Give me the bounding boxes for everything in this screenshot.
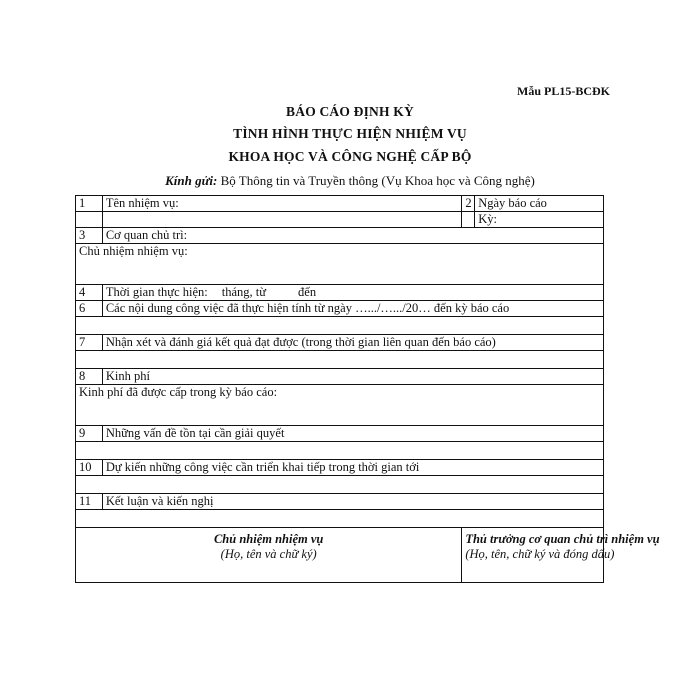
duration-label: Thời gian thực hiện: (105, 285, 208, 299)
duration-field[interactable] (102, 285, 603, 301)
conclusion-content[interactable] (76, 510, 604, 528)
report-period-field[interactable]: Kỳ: (475, 212, 604, 228)
report-date-field[interactable]: Ngày báo cáo (475, 196, 604, 212)
row-number: 9 (76, 426, 103, 442)
head-signature-block[interactable] (462, 528, 660, 583)
empty-cell (462, 212, 475, 228)
task-name-field[interactable]: Tên nhiệm vụ: (102, 196, 462, 212)
issues-heading: Những vấn đề tồn tại cần giải quyết (102, 426, 603, 442)
report-title: BÁO CÁO ĐỊNH KỲ (286, 104, 414, 119)
funding-heading: Kinh phí (102, 369, 603, 385)
leader-signature-block[interactable] (76, 528, 462, 583)
host-agency-field[interactable]: Cơ quan chủ trì: (102, 228, 603, 244)
report-form-table (75, 195, 660, 583)
funding-granted-field[interactable]: Kinh phí đã được cấp trong kỳ báo cáo: (76, 385, 604, 426)
row-number: 1 (76, 196, 103, 212)
row-number: 8 (76, 369, 103, 385)
task-name-value[interactable] (102, 212, 462, 228)
duration-to: đến (298, 285, 317, 299)
conclusion-heading: Kết luận và kiến nghị (102, 494, 603, 510)
head-signature-note: (Họ, tên, chữ ký và đóng dấu) (465, 547, 615, 561)
row-number: 3 (76, 228, 103, 244)
row-number: 10 (76, 460, 103, 476)
evaluation-content[interactable] (76, 351, 604, 369)
recipient-value: Bộ Thông tin và Truyền thông (Vụ Khoa học và Công nghệ) (220, 173, 535, 188)
planned-work-heading: Dự kiến những công việc cần triển khai tiếp trong thời gian tới (102, 460, 603, 476)
row-number: 2 (462, 196, 475, 212)
form-code: Mẫu PL15-BCĐK (517, 84, 610, 98)
evaluation-heading: Nhận xét và đánh giá kết quả đạt được (trong thời gian liên quan đến báo cáo) (102, 335, 603, 351)
work-done-heading: Các nội dung công việc đã thực hiện tính từ ngày ….../….../20… đến kỳ báo cáo (102, 301, 603, 317)
work-done-content[interactable] (76, 317, 604, 335)
row-number: 4 (76, 285, 103, 301)
empty-cell (76, 212, 103, 228)
row-number: 7 (76, 335, 103, 351)
task-leader-field[interactable]: Chủ nhiệm nhiệm vụ: (76, 244, 604, 285)
recipient-line (0, 173, 700, 189)
head-signature-title: Thủ trưởng cơ quan chủ trì nhiệm vụ (465, 532, 660, 546)
issues-content[interactable] (76, 442, 604, 460)
duration-months: tháng, từ (221, 285, 267, 299)
leader-signature-note: (Họ, tên và chữ ký) (220, 547, 317, 561)
report-subtitle-level: KHOA HỌC VÀ CÔNG NGHỆ CẤP BỘ (228, 149, 472, 164)
leader-signature-title: Chủ nhiệm nhiệm vụ (213, 532, 324, 546)
row-number: 6 (76, 301, 103, 317)
row-number: 11 (76, 494, 103, 510)
planned-work-content[interactable] (76, 476, 604, 494)
recipient-label: Kính gửi: (165, 173, 218, 188)
report-subtitle: TÌNH HÌNH THỰC HIỆN NHIỆM VỤ (233, 126, 467, 141)
